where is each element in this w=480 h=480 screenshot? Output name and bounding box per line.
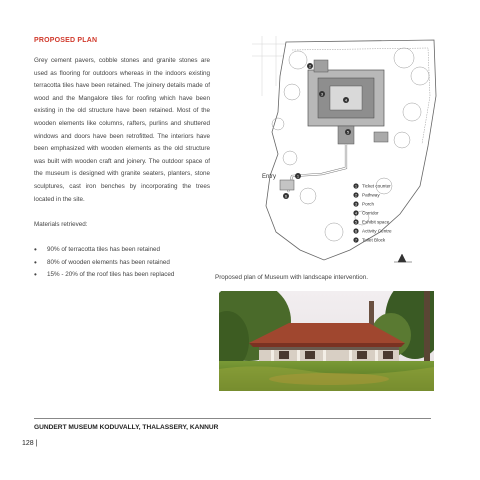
plan-marker: 4 — [344, 97, 348, 103]
legend-item: Porch — [362, 201, 375, 207]
north-arrow-icon — [394, 254, 412, 262]
entry-label: Entry — [262, 174, 277, 180]
list-item: • 90% of terracotta tiles has been retained — [34, 244, 174, 257]
list-item: • 15% - 20% of the roof tiles has been replaced — [34, 269, 174, 282]
footer-title: GUNDERT MUSEUM KODUVALLY, THALASSERY, KANNUR — [34, 424, 219, 431]
materials-list — [34, 244, 174, 282]
plan-marker: 5 — [346, 129, 350, 135]
legend-item: Exhibit space — [362, 219, 390, 225]
page-number: 128 | — [22, 440, 38, 447]
svg-text:5: 5 — [355, 220, 357, 225]
svg-text:2: 2 — [355, 193, 357, 198]
footer-rule — [34, 418, 431, 419]
plan-marker: 1 — [296, 173, 300, 179]
svg-text:7: 7 — [355, 238, 357, 243]
body-paragraph: Grey cement pavers, cobble stones and granite stones are used as flooring for outdoors whereas in the indoors existing terracotta tiles have been retained. The joinery details made of wood and the Mangalore tiles for roofing which have been existing in the old structure have been retained. Most of the wooden elements like columns, rafters, purlins and shuttered windows and doors have been retrofitted. The interiors have been emphasized with wooden elements as the old structure was built with wooden craft and joinery. The outdoor space of the museum is designed with granite seaters, planters, stone sculptures, cast iron benches by incorporating the trees located in the site. — [34, 57, 210, 203]
list-item: • 80% of wooden elements has been retained — [34, 257, 174, 270]
plan-caption: Proposed plan of Museum with landscape intervention. — [215, 274, 368, 281]
materials-heading: Materials retrieved: — [34, 221, 88, 228]
legend-item: Corridor — [362, 210, 379, 216]
svg-text:1: 1 — [355, 184, 357, 189]
svg-text:4: 4 — [355, 211, 357, 216]
plan-marker: 3 — [320, 91, 324, 97]
museum-photo — [219, 291, 434, 391]
legend-item: Pathway — [362, 192, 380, 198]
plan-marker: 6 — [284, 193, 288, 199]
legend-item: Ticket counter — [362, 183, 391, 189]
plan-marker: 2 — [308, 63, 312, 69]
section-heading: PROPOSED PLAN — [34, 37, 98, 44]
legend-item: Activity Centre — [362, 228, 392, 234]
svg-text:6: 6 — [355, 229, 357, 234]
site-plan-drawing — [252, 36, 438, 268]
svg-text:3: 3 — [355, 202, 357, 207]
legend-item: Toilet Block — [362, 237, 386, 243]
